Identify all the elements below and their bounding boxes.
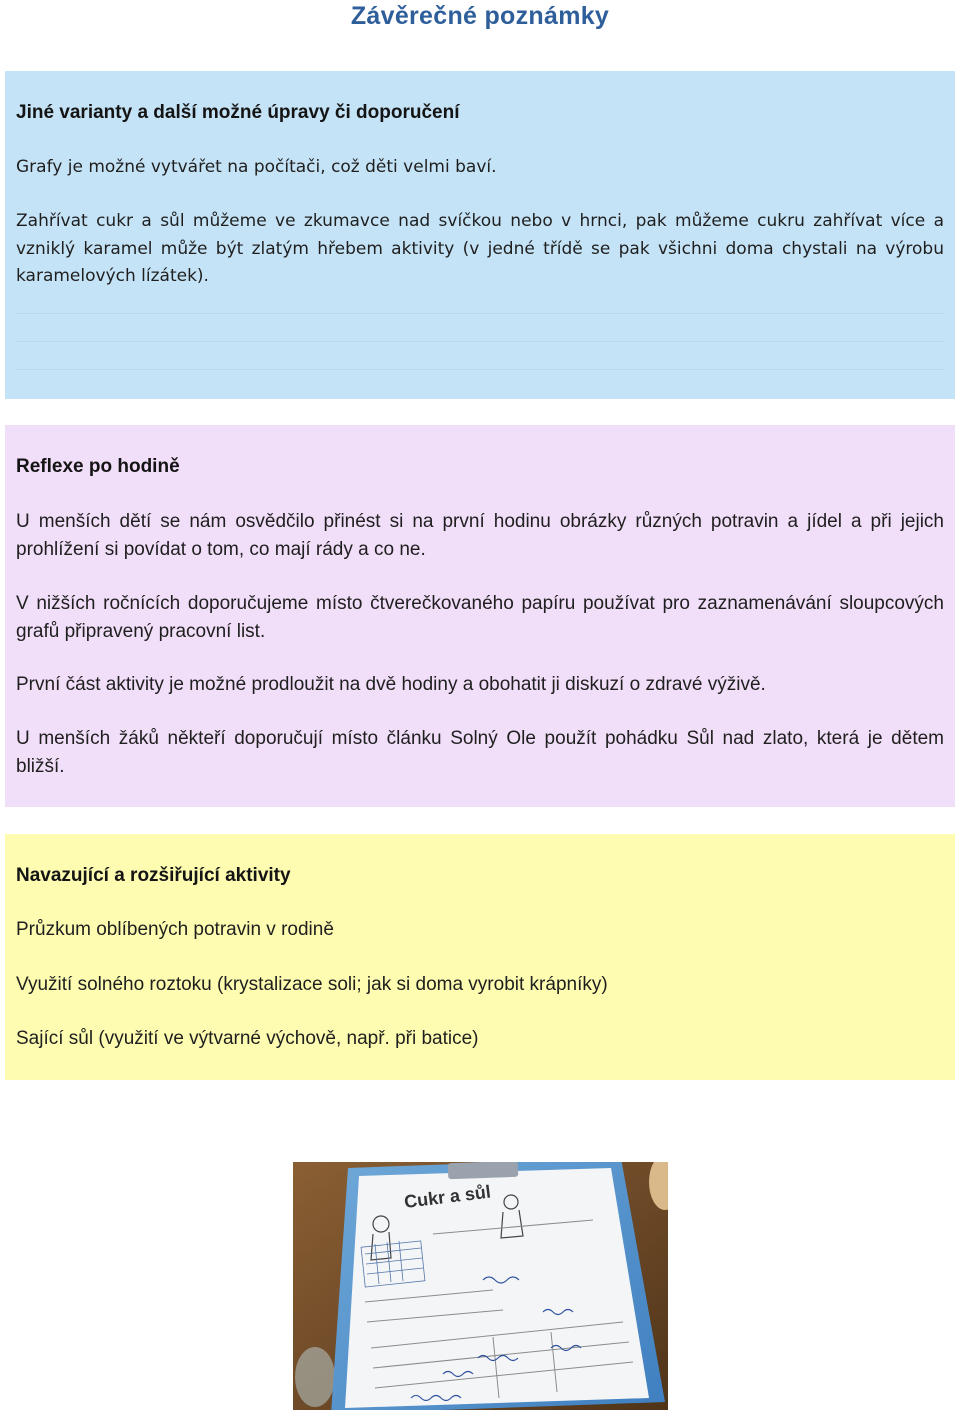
divider [16, 313, 944, 314]
worksheet-photo [293, 1162, 668, 1410]
divider [16, 341, 944, 342]
worksheet-paper [345, 1168, 649, 1408]
followup-item: Využití solného roztoku (krystalizace soli; jak si doma vyrobit krápníky) [16, 974, 608, 995]
reflection-paragraph: U menších žáků někteří doporučují místo článku Solný Ole použít pohádku Sůl nad zlato, která je dětem bližší. [16, 728, 944, 777]
worksheet-illustration [293, 1162, 668, 1410]
reflection-paragraph: První část aktivity je možné prodloužit na dvě hodiny a obohatit ji diskuzí o zdravé výživě. [16, 674, 766, 695]
variants-section [5, 71, 955, 399]
variants-heading: Jiné varianty a další možné úpravy či doporučení [16, 102, 460, 123]
reflection-paragraph: U menších dětí se nám osvědčilo přinést si na první hodinu obrázky různých potravin a jídel a při jejich prohlížení si povídat o tom, co mají rády a co ne. [16, 511, 944, 560]
variants-paragraph: Grafy je možné vytvářet na počítači, což děti velmi baví. [16, 157, 497, 177]
followup-heading: Navazující a rozšiřující aktivity [16, 865, 291, 886]
worksheet-title: Cukr a sůl [403, 1181, 492, 1212]
variants-paragraph: Zahřívat cukr a sůl můžeme ve zkumavce nad svíčkou nebo v hrnci, pak můžeme cukru zahřívat více a vzniklý karamel může být zlatým hřebem aktivity (v jedné třídě se pak všichni doma chystali na výrobu karamelových lízátek). [16, 211, 944, 286]
page-title: Závěrečné poznámky [350, 2, 610, 30]
reflection-paragraph: V nižších ročnících doporučujeme místo čtverečkovaného papíru používat pro zaznamenávání sloupcových grafů připravený pracovní list. [16, 593, 944, 642]
glass [295, 1347, 335, 1407]
followup-item: Sající sůl (využití ve výtvarné výchově, např. při batice) [16, 1028, 479, 1049]
reflection-section [5, 425, 955, 807]
followup-section [5, 834, 955, 1080]
followup-item: Průzkum oblíbených potravin v rodině [16, 919, 334, 940]
clip [448, 1162, 519, 1179]
divider [16, 369, 944, 370]
reflection-heading: Reflexe po hodině [16, 456, 180, 477]
